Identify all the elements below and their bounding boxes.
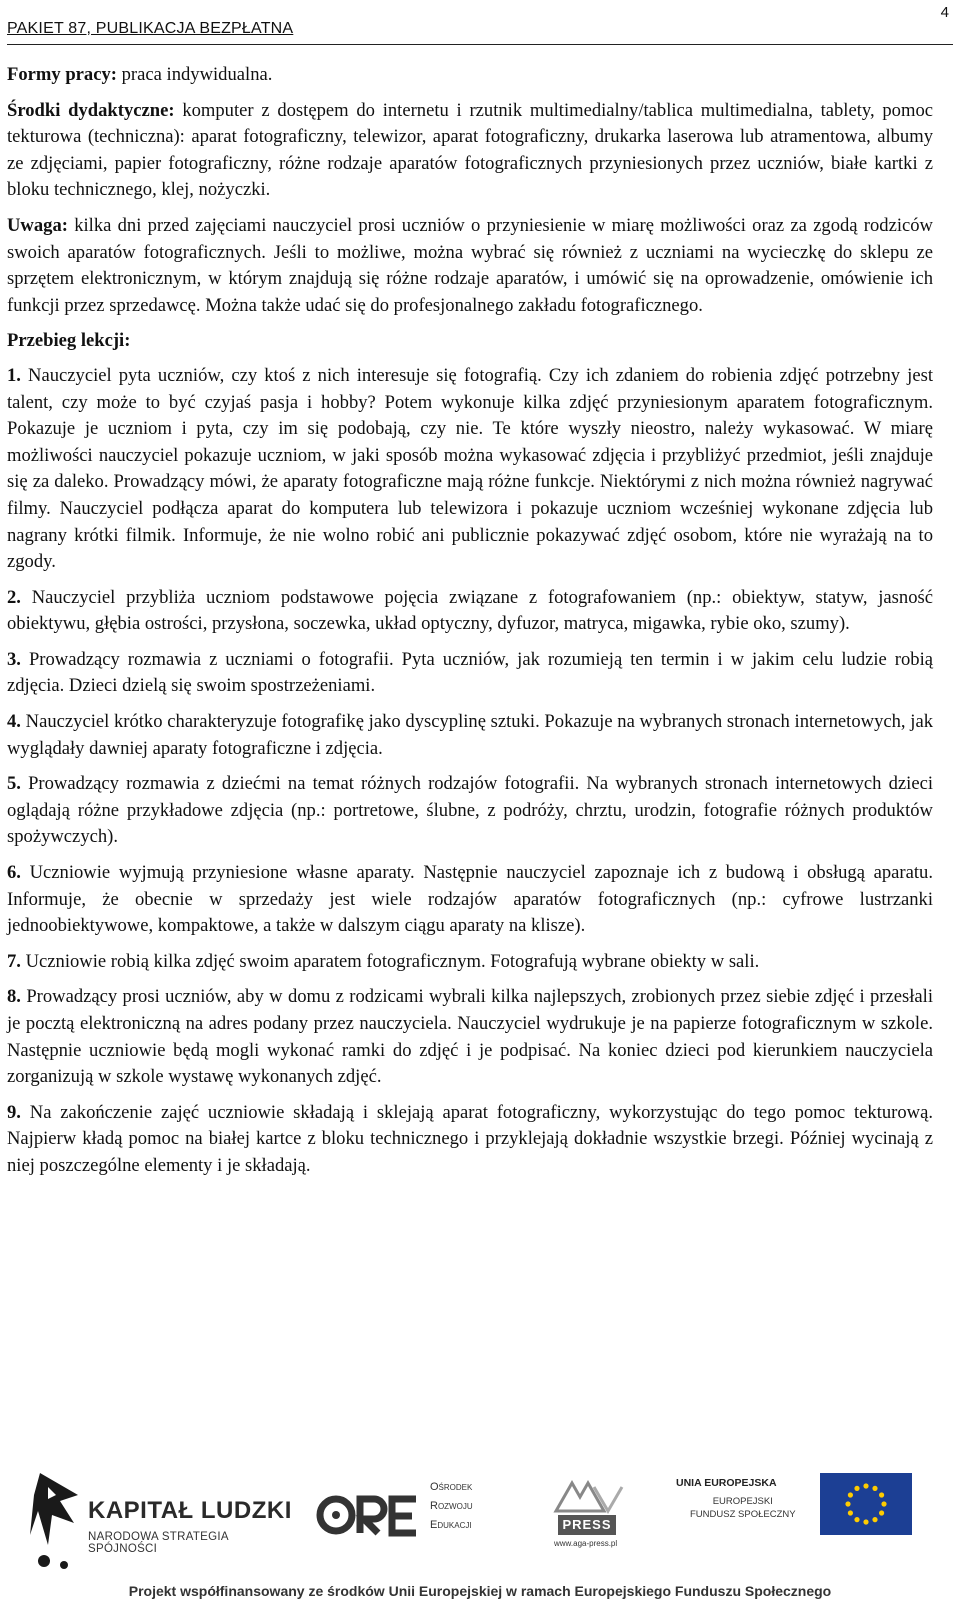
ore-mark-icon bbox=[316, 1477, 426, 1557]
means-paragraph bbox=[7, 98, 933, 204]
funding-note: Projekt współfinansowany ze środków Unii Europejskiej w ramach Europejskiego Funduszu Społecznego bbox=[128, 1583, 832, 1599]
publication-title: PAKIET 87, PUBLIKACJA BEZPŁATNA bbox=[7, 20, 294, 37]
note-text: kilka dni przed zajęciami nauczyciel prosi uczniów o przyniesienie w miarę możliwości oraz za zgodą rodziców swoich aparatów fotograficznych. Jeśli to możliwe, można wybrać się również z uczniami na wycieczkę do sklepu ze sprzętem elektronicznym, w którym znajdują się różne rodzaje aparatów, i umówić się na oprowadzenie, omówienie ich funkcji przez sprzedawcę. Można także udać się do profesjonalnego zakładu fotograficznego. bbox=[7, 214, 933, 316]
forms-label: Formy pracy: bbox=[7, 64, 117, 85]
ore-line-2: Rozwoju bbox=[430, 1500, 473, 1512]
kapital-ludzki-star-icon bbox=[30, 1465, 86, 1575]
forms-text: praca indywidualna. bbox=[116, 64, 273, 85]
ore-line-1: Ośrodek bbox=[430, 1481, 473, 1493]
step-3 bbox=[7, 647, 933, 700]
ore-logo bbox=[316, 1477, 506, 1557]
kapital-ludzki-subtitle: NARODOWA STRATEGIA SPÓJNOŚCI bbox=[88, 1531, 229, 1555]
kapital-ludzki-name: KAPITAŁ LUDZKI bbox=[88, 1497, 292, 1524]
eu-title: UNIA EUROPEJSKA bbox=[676, 1477, 777, 1489]
note-paragraph bbox=[7, 213, 933, 319]
aga-press-label: PRESS bbox=[558, 1515, 616, 1535]
eu-logo bbox=[676, 1473, 916, 1563]
step-2 bbox=[7, 585, 933, 638]
eu-subtitle bbox=[690, 1495, 796, 1521]
aga-emblem-icon bbox=[548, 1477, 628, 1517]
step-9 bbox=[7, 1100, 933, 1180]
step-text: Prowadzący prosi uczniów, aby w domu z rodzicami wybrali kilka najlepszych, zrobionych przez siebie zdjęć i przesłali je pocztą elektroniczną na adres podany przez nauczyciela. Nauczyciel wydrukuje je na papierze fotograficznym w szkole. Następnie uczniowie będą mogli wykonać ramki do zdjęć i je podpisać. Na koniec dzieci pod kierunkiem nauczyciela zorganizują w szkole wystawę wykonanych zdjęć. bbox=[7, 986, 933, 1088]
aga-press-logo bbox=[548, 1477, 638, 1557]
step-4 bbox=[7, 709, 933, 762]
step-1 bbox=[7, 363, 933, 576]
footer-logos bbox=[0, 1455, 960, 1609]
step-number: 7. bbox=[7, 950, 21, 972]
eu-line-1: EUROPEJSKI bbox=[712, 1496, 773, 1507]
step-text: Nauczyciel przybliża uczniom podstawowe pojęcia związane z fotografowaniem (np.: obiektyw, statyw, jasność obiektywu, głębia ostrości, przysłona, soczewka, układ optyczny, dyfuzor, matryca, migawka, rybie oko, szumy). bbox=[7, 586, 933, 635]
page-number: 4 bbox=[940, 4, 949, 21]
step-number: 5. bbox=[7, 773, 21, 795]
step-text: Uczniowie wyjmują przyniesione własne aparaty. Następnie nauczyciel zapoznaje ich z budową i obsługą aparatu. Informuje, że obecnie w sprzedaży jest wiele rodzajów aparatów fotograficznych (np.: cyfrowe lustrzanki jednoobiektywowe, kompaktowe, a także w dalszym ciągu aparaty na klisze). bbox=[7, 862, 933, 937]
step-text: Prowadzący rozmawia z dziećmi na temat różnych rodzajów fotografii. Na wybranych stronach internetowych dzieci oglądają różne przykładowe zdjęcia (np.: portretowe, ślubne, z podróży, chrztu, urodzin, fotografie różnych produktów spożywczych). bbox=[7, 773, 933, 848]
step-text: Uczniowie robią kilka zdjęć swoim aparatem fotograficznym. Fotografują wybrane obiekty w sali. bbox=[20, 950, 760, 972]
step-number: 4. bbox=[7, 711, 21, 733]
step-text: Nauczyciel krótko charakteryzuje fotografikę jako dyscyplinę sztuki. Pokazuje na wybranych stronach internetowych, jak wyglądały dawniej aparaty fotograficzne i zdjęcia. bbox=[7, 711, 933, 759]
step-7 bbox=[7, 949, 933, 976]
step-number: 3. bbox=[7, 648, 21, 670]
eu-line-2: FUNDUSZ SPOŁECZNY bbox=[690, 1509, 796, 1520]
section-heading: Przebieg lekcji: bbox=[7, 330, 131, 352]
step-number: 2. bbox=[7, 586, 21, 608]
aga-press-url: www.aga-press.pl bbox=[554, 1539, 618, 1548]
ore-text bbox=[430, 1478, 473, 1535]
page-header bbox=[7, 4, 953, 45]
step-number: 6. bbox=[7, 862, 21, 884]
document-body bbox=[7, 62, 933, 1189]
step-text: Prowadzący rozmawia z uczniami o fotografii. Pyta uczniów, jak rozumieją ten termin i w jakim celu ludzie robią zdjęcia. Dzieci dzielą się swoim spostrzeżeniami. bbox=[7, 648, 933, 697]
step-number: 1. bbox=[7, 364, 21, 386]
ore-line-3: Edukacji bbox=[430, 1519, 472, 1531]
step-5 bbox=[7, 771, 933, 851]
step-number: 9. bbox=[7, 1101, 21, 1123]
step-8 bbox=[7, 984, 933, 1090]
means-label: Środki dydaktyczne: bbox=[7, 99, 175, 121]
step-number: 8. bbox=[7, 986, 21, 1008]
step-text: Nauczyciel pyta uczniów, czy ktoś z nich interesuje się fotografią. Czy ich zdaniem do robienia zdjęć potrzebny jest talent, czy może to być czyjaś pasja i hobby? Potem wykonuje kilka zdjęć przyniesionym aparatem fotograficznym. Pokazuje je uczniom i pyta, czy im się podobają, czy nie. Te które wyszły nieostro, należy wykasować. W miarę możliwości nauczyciel pokazuje uczniom, w jaki sposób można wykasować zdjęcia i przybliżyć przedmiot, jeśli znajduje się za daleko. Prowadzący mówi, że aparaty fotograficzne mają różne funkcje. Niektórymi z nich można również nagrywać filmy. Nauczyciel podłącza aparat do komputera lub telewizora i pokazuje uczniom wcześniej wykonane zdjęcia lub nagrany krótki filmik. Informuje, że nie wolno robić ani publicznie pokazywać zdjęć osobom, które nie wyrażają na to zgody. bbox=[7, 364, 933, 573]
note-label: Uwaga: bbox=[7, 214, 68, 236]
means-text: komputer z dostępem do internetu i rzutnik multimedialny/tablica multimedialna, tablety, pomoc tekturowa (techniczna): aparat fotograficzny, telewizor, aparat fotograficzny, drukarka laserowa lub atramentowa, albumy ze zdjęciami, papier fotograficzny, różne rodzaje aparatów fotograficznych przyniesionych przez uczniów, białe kartki z bloku technicznego, klej, nożyczki. bbox=[7, 99, 933, 201]
step-text: Na zakończenie zajęć uczniowie składają i sklejają aparat fotograficzny, wykorzystując do tego pomoc tekturową. Najpierw kładą pomoc na białej kartce z bloku technicznego i przyklejają dokładnie wszystkie brzegi. Później wycinają z niej poszczególne elementy i je składają. bbox=[7, 1101, 933, 1176]
kapital-ludzki-logo bbox=[30, 1465, 300, 1575]
eu-flag-icon bbox=[820, 1473, 912, 1535]
step-6 bbox=[7, 860, 933, 940]
forms-paragraph bbox=[7, 62, 933, 89]
